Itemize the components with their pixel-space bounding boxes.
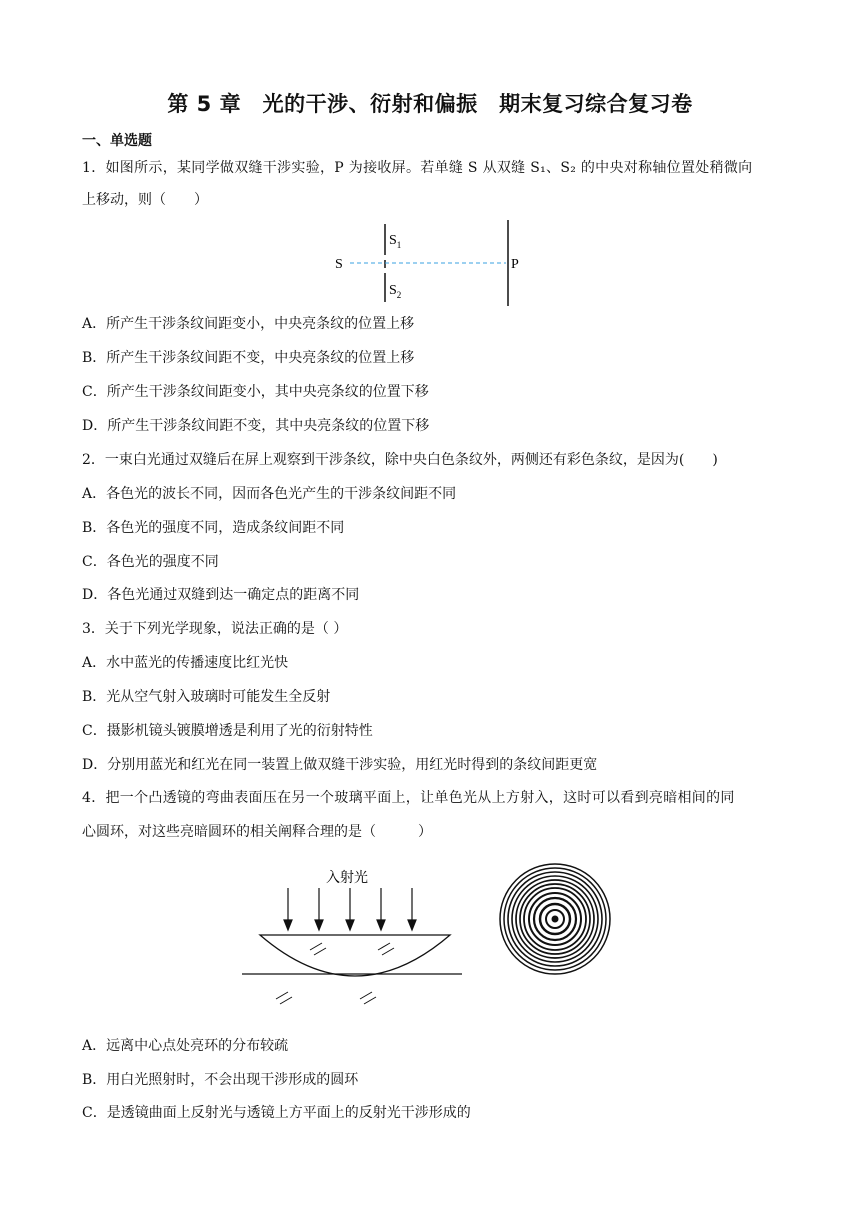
q2-option-d: D．各色光通过双缝到达一确定点的距离不同 xyxy=(82,587,360,603)
newton-rings-setup-figure xyxy=(238,862,468,1020)
slit-s1-label: $S_1$ xyxy=(389,233,402,250)
incident-arrows xyxy=(284,888,416,930)
q3-option-b: B．光从空气射入玻璃时可能发生全反射 xyxy=(82,689,331,705)
newton-rings-pattern xyxy=(498,862,612,976)
q2-option-a: A．各色光的波长不同，因而各色光产生的干涉条纹间距不同 xyxy=(82,486,457,502)
source-s-label: S xyxy=(335,257,343,272)
question-2-text: 2．一束白光通过双缝后在屏上观察到干涉条纹，除中央白色条纹外，两侧还有彩色条纹，是因为( ) xyxy=(82,452,718,468)
question-1-text-cont: 上移动，则（ ） xyxy=(82,192,208,208)
screen-p-label: P xyxy=(511,257,519,272)
q1-option-c: C．所产生干涉条纹间距变小，其中央亮条纹的位置下移 xyxy=(82,384,429,400)
slit-s2-subscript: 2 xyxy=(396,290,402,300)
q4-option-c: C．是透镜曲面上反射光与透镜上方平面上的反射光干涉形成的 xyxy=(82,1105,471,1121)
incident-light-label: 入射光 xyxy=(326,871,368,886)
section-heading: 一、单选题 xyxy=(82,133,152,149)
q2-option-c: C．各色光的强度不同 xyxy=(82,554,219,570)
page-title: 第 5 章 光的干涉、衍射和偏振 期末复习综合复习卷 xyxy=(167,92,693,116)
q1-option-b: B．所产生干涉条纹间距不变，中央亮条纹的位置上移 xyxy=(82,350,415,366)
question-3-text: 3．关于下列光学现象，说法正确的是（ ） xyxy=(82,621,348,637)
q4-option-b: B．用白光照射时，不会出现干涉形成的圆环 xyxy=(82,1072,359,1088)
q1-option-a: A．所产生干涉条纹间距变小，中央亮条纹的位置上移 xyxy=(82,316,415,332)
q1-option-d: D．所产生干涉条纹间距不变，其中央亮条纹的位置下移 xyxy=(82,418,430,434)
q3-option-a: A．水中蓝光的传播速度比红光快 xyxy=(82,655,289,671)
q3-option-c: C．摄影机镜头镀膜增透是利用了光的衍射特性 xyxy=(82,723,373,739)
q4-option-a: A．远离中心点处亮环的分布较疏 xyxy=(82,1038,289,1054)
q2-option-b: B．各色光的强度不同，造成条纹间距不同 xyxy=(82,520,345,536)
question-4-text: 4．把一个凸透镜的弯曲表面压在另一个玻璃平面上，让单色光从上方射入，这时可以看到亮暗相间的同 xyxy=(82,790,735,806)
question-4-text-cont: 心圆环，对这些亮暗圆环的相关阐释合理的是（ ） xyxy=(82,824,432,840)
slit-s1-subscript: 1 xyxy=(396,240,402,250)
plano-convex-lens xyxy=(260,935,450,976)
slit-s2-label: $S_2$ xyxy=(389,283,402,300)
question-1-text: 1．如图所示，某同学做双缝干涉实验，P 为接收屏。若单缝 S 从双缝 S₁、S₂ 的中央对称轴位置处稍微向 xyxy=(82,160,753,176)
double-slit-figure xyxy=(330,218,530,308)
q3-option-d: D．分别用蓝光和红光在同一装置上做双缝干涉实验，用红光时得到的条纹间距更宽 xyxy=(82,757,598,773)
